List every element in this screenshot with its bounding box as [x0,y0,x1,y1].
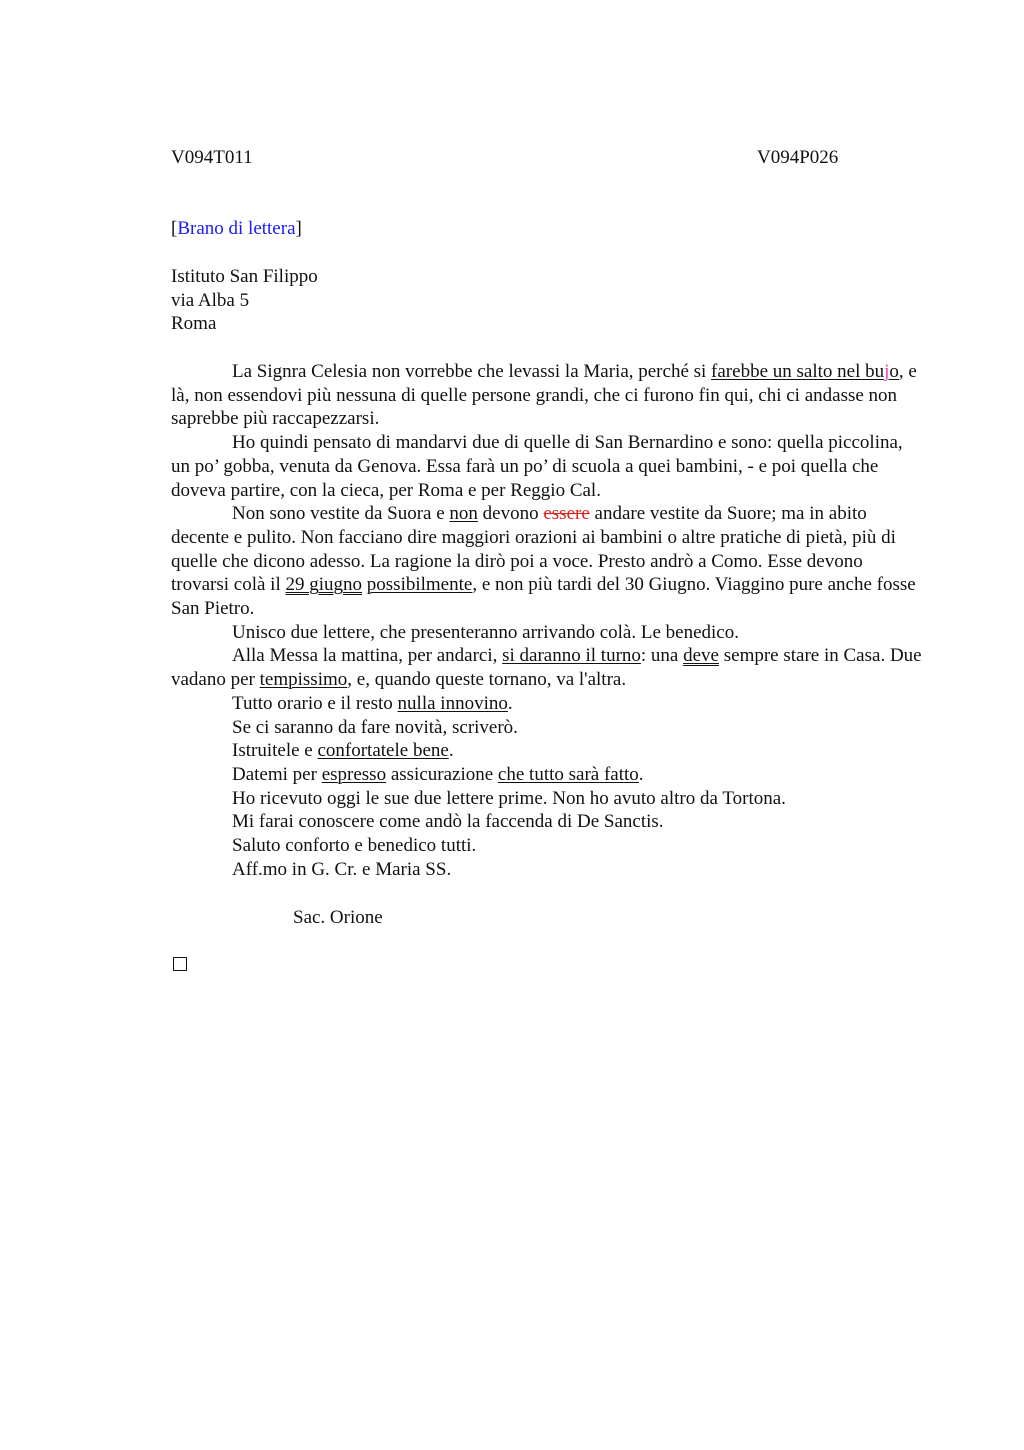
p3-text-i: , e non più tardi del 30 Giugno. Viaggino pure anche fosse San Pietro. [171,574,916,620]
p9-text-a: Datemi per [232,763,322,785]
paragraph-12: Saluto conforto e benedico tutti. [232,835,477,857]
p9-text-c: assicurazione [386,763,498,785]
heading-open-bracket: [ [171,218,178,239]
paragraph-5 [171,644,923,691]
paragraph-4: Unisco due lettere, che presenteranno arrivando colà. Le benedico. [232,621,739,643]
p1-underlined-phrase [711,361,899,382]
p6-underlined-phrase: nulla innovino [397,692,508,714]
p9-text-e: . [638,763,644,785]
p3-underlined-word: possibilmente [366,574,473,596]
p8-text-c: . [448,740,454,762]
p3-text-a: Non sono vestite da Suora e [232,503,450,525]
p9-underlined-phrase: che tutto sarà fatto [497,763,639,785]
p1-inserted-letter: j [884,361,890,382]
p9-underlined-word: espresso [321,763,387,785]
heading-close-bracket: ] [295,218,302,239]
paragraph-10: Ho ricevuto oggi le sue due lettere prime. Non ho avuto altro da Tortona. [232,787,786,809]
paragraph-1 [171,360,923,431]
paragraph-13: Aff.mo in G. Cr. e Maria SS. [232,858,452,880]
address-line-1: Istituto San Filippo [171,266,318,287]
paragraph-9 [171,763,923,787]
p5-underlined-word: tempissimo [259,669,348,691]
address-block [171,265,318,336]
p1-text-b: farebbe un salto nel bu [711,361,885,382]
end-marker-box-icon [173,957,187,971]
paragraph-3 [171,502,923,621]
p6-text-a: Tutto orario e il resto [232,692,398,714]
p8-underlined-phrase: confortatele bene [317,740,449,762]
paragraph-8 [171,739,923,763]
heading-title: Brano di lettera [177,218,296,239]
p3-deleted-word: essere [543,503,590,525]
paragraph-2: Ho quindi pensato di mandarvi due di quelle di San Bernardino e sono: quella piccolina, un po’ gobba, venuta da Genova. Essa farà un po’ di scuola a quei bambini, - e poi quella che doveva partire, con la cieca, per Roma e per Reggio Cal. [171,432,903,501]
signature: Sac. Orione [293,907,383,928]
p8-text-a: Istruitele e [232,740,318,762]
p5-text-e: sempre stare in Casa. Due vadano per [171,645,922,691]
p1-text-d: o [889,361,899,382]
p5-underlined-phrase: si daranno il turno [502,645,641,667]
paragraph-6 [171,692,923,716]
paragraph-11: Mi farai conoscere come andò la faccenda di De Sanctis. [232,811,664,833]
p5-text-a: Alla Messa la mattina, per andarci, [232,645,503,667]
p3-text-e: andare vestite da Suore; ma in abito decente e pulito. Non facciano dire maggiori orazioni ai bambini o altre pratiche di pietà, più di quelle che dicono adesso. La ragione la dirò poi a voce. Presto andrò a Como. Esse devono trovarsi colà il [171,503,896,596]
p3-underlined-non: non [449,503,478,525]
p3-double-underlined-date: 29 giugno [285,574,363,596]
p5-double-underlined-word: deve [683,645,719,667]
p3-text-c: devono [477,503,544,525]
document-code-left: V094T011 [171,147,253,168]
document-code-right: V094P026 [757,147,839,168]
section-heading [171,217,302,241]
p1-text-e: , e là, non essendovi più nessuna di quelle persone grandi, che ci furono fin qui, chi ci andasse non saprebbe più raccapezzarsi. [171,361,917,430]
p5-text-c: : una [640,645,684,667]
p1-text-a: La Signra Celesia non vorrebbe che levassi la Maria, perché si [232,361,712,382]
paragraph-7: Se ci saranno da fare novità, scriverò. [232,716,518,738]
address-line-3: Roma [171,313,217,335]
letter-body [171,360,923,881]
address-line-2: via Alba 5 [171,289,250,311]
p5-text-g: , e, quando queste tornano, va l'altra. [347,669,627,691]
p6-text-c: . [507,692,513,714]
